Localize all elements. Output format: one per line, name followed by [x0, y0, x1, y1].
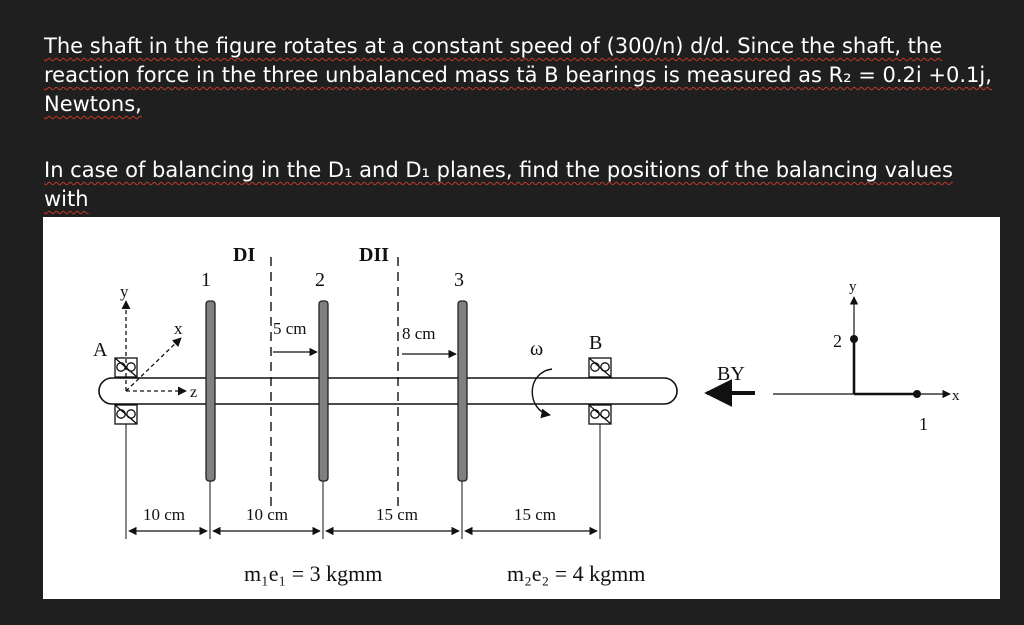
disk-2-label: 2 — [315, 269, 325, 291]
omega-label: ω — [530, 338, 544, 360]
axis-z-label: z — [190, 384, 198, 401]
axis-x-label: x — [174, 319, 183, 338]
question-paragraph-1 — [44, 32, 1004, 119]
disk-1-label: 1 — [201, 269, 211, 291]
disk-3-label: 3 — [454, 269, 464, 291]
label-a: A — [93, 339, 108, 361]
mass-2-label: 2 — [833, 331, 842, 351]
mass-1-label: 1 — [919, 414, 928, 434]
dim-15cm-label-a: 15 cm — [376, 505, 419, 524]
question-line: Newtons, — [44, 92, 142, 116]
mass-2-value: m₂e₂ = 4 kgmm — [507, 561, 646, 586]
dim-10cm-label-a: 10 cm — [143, 505, 186, 524]
axis-y-label: y — [120, 282, 129, 301]
question-line: The shaft in the figure rotates at a constant speed of (300/n) d/d. Since the shaft, the — [44, 34, 943, 58]
mass-2-point — [850, 335, 858, 343]
shaft-figure — [43, 217, 1000, 599]
plane-dii-label: DII — [359, 244, 390, 266]
shaft-diagram — [43, 217, 1000, 599]
disk-3 — [458, 301, 467, 481]
disk-2 — [319, 301, 328, 481]
label-b: B — [589, 332, 603, 354]
question-line: reaction force in the three unbalanced mass tä B bearings is measured as R₂ = 0.2i +0.1j, — [44, 63, 992, 87]
dim-5cm-label: 5 cm — [273, 319, 307, 338]
dim-10cm-label-b: 10 cm — [246, 505, 289, 524]
side-view-y-label: y — [849, 279, 857, 295]
dim-8cm-label: 8 cm — [402, 324, 436, 343]
view-label: BY — [717, 363, 745, 385]
plane-di-label: DI — [233, 244, 256, 266]
question-line: In case of balancing in the D₁ and D₁ planes, find the positions of the balancing values with — [44, 158, 953, 211]
disk-1 — [206, 301, 215, 481]
mass-1-value: m₁e₁ = 3 kgmm — [244, 561, 383, 586]
mass-1-point — [913, 390, 921, 398]
side-view-x-label: x — [952, 388, 960, 404]
dim-15cm-label-b: 15 cm — [514, 505, 557, 524]
